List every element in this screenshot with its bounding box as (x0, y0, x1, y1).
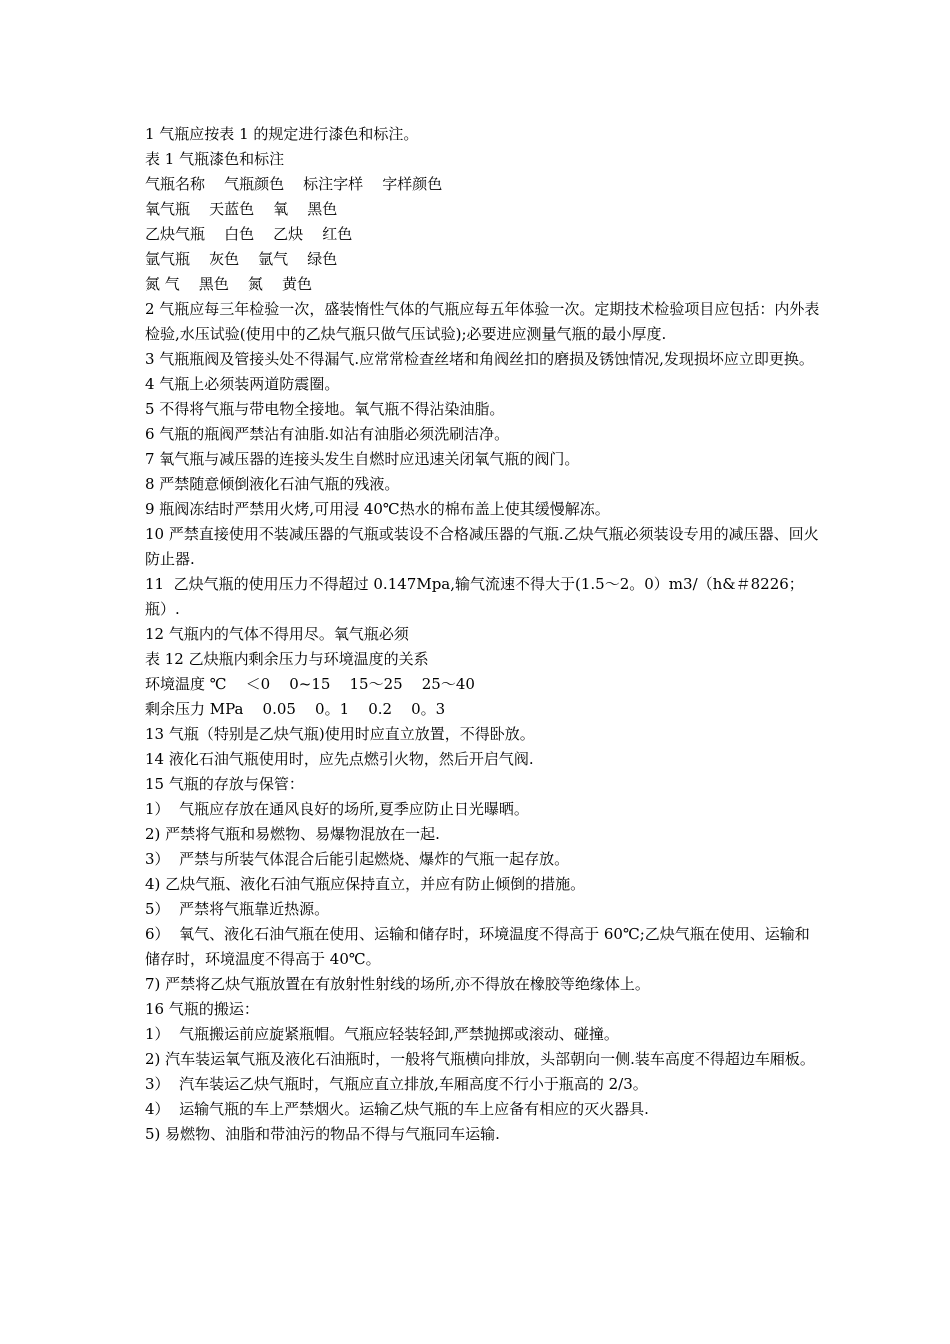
table-title: 表 12 乙炔瓶内剩余压力与环境温度的关系 (145, 650, 429, 668)
paragraph: 10 严禁直接使用不装减压器的气瓶或装设不合格减压器的气瓶.乙炔气瓶必须装设专用的减压器、回火防止器. (145, 525, 819, 568)
table-row: 氩气瓶 灰色 氩气 绿色 (145, 250, 338, 268)
list-item: 2) 汽车装运氧气瓶及液化石油瓶时，一般将气瓶横向排放，头部朝向一侧.装车高度不得超边车厢板。 (145, 1050, 815, 1068)
paragraph: 9 瓶阀冻结时严禁用火烤,可用浸 40℃热水的棉布盖上使其缓慢解冻。 (145, 500, 610, 518)
paragraph: 8 严禁随意倾倒液化石油气瓶的残液。 (145, 475, 400, 493)
table-row: 乙炔气瓶 白色 乙炔 红色 (145, 225, 353, 243)
list-item: 4) 乙炔气瓶、液化石油气瓶应保持直立，并应有防止倾倒的措施。 (145, 875, 586, 893)
table-row: 氮 气 黑色 氮 黄色 (145, 275, 312, 293)
table-row: 气瓶名称 气瓶颜色 标注字样 字样颜色 (145, 175, 443, 193)
paragraph: 11 乙炔气瓶的使用压力不得超过 0.147Mpa,输气流速不得大于(1.5～2。0）m3/（h&＃8226；瓶）. (145, 575, 804, 618)
paragraph: 1 气瓶应按表 1 的规定进行漆色和标注。 (145, 125, 419, 143)
table-row: 氧气瓶 天蓝色 氧 黑色 (145, 200, 338, 218)
section-heading: 15 气瓶的存放与保管： (145, 775, 304, 793)
list-item: 1） 气瓶搬运前应旋紧瓶帽。气瓶应轻装轻卸,严禁抛掷或滚动、碰撞。 (145, 1025, 619, 1043)
paragraph: 5 不得将气瓶与带电物全接地。氧气瓶不得沾染油脂。 (145, 400, 505, 418)
list-item: 7) 严禁将乙炔气瓶放置在有放射性射线的场所,亦不得放在橡胶等绝缘体上。 (145, 975, 650, 993)
paragraph: 12 气瓶内的气体不得用尽。氧气瓶必须 (145, 625, 409, 643)
paragraph: 3 气瓶瓶阀及管接头处不得漏气.应常常检查丝堵和角阀丝扣的磨损及锈蚀情况,发现损坏应立即更换。 (145, 350, 814, 368)
section-heading: 16 气瓶的搬运： (145, 1000, 259, 1018)
list-item: 5） 严禁将气瓶靠近热源。 (145, 900, 330, 918)
list-item: 4） 运输气瓶的车上严禁烟火。运输乙炔气瓶的车上应备有相应的灭火器具. (145, 1100, 649, 1118)
document-body (145, 122, 820, 1147)
paragraph: 6 气瓶的瓶阀严禁沾有油脂.如沾有油脂必须洗刷洁净。 (145, 425, 510, 443)
list-item: 6） 氧气、液化石油气瓶在使用、运输和储存时，环境温度不得高于 60℃;乙炔气瓶在使用、运输和储存时，环境温度不得高于 40℃。 (145, 925, 810, 968)
table-title: 表 1 气瓶漆色和标注 (145, 150, 285, 168)
paragraph: 2 气瓶应每三年检验一次，盛装惰性气体的气瓶应每五年体验一次。定期技术检验项目应包括：内外表检验,水压试验(使用中的乙炔气瓶只做气压试验);必要进应测量气瓶的最小厚度. (145, 300, 820, 343)
paragraph: 13 气瓶（特别是乙炔气瓶)使用时应直立放置，不得卧放。 (145, 725, 535, 743)
list-item: 3） 严禁与所装气体混合后能引起燃烧、爆炸的气瓶一起存放。 (145, 850, 570, 868)
paragraph: 7 氧气瓶与减压器的连接头发生自燃时应迅速关闭氧气瓶的阀门。 (145, 450, 580, 468)
paragraph: 4 气瓶上必须装两道防震圈。 (145, 375, 340, 393)
list-item: 5) 易燃物、油脂和带油污的物品不得与气瓶同车运输. (145, 1125, 500, 1143)
paragraph: 14 液化石油气瓶使用时，应先点燃引火物，然后开启气阀. (145, 750, 534, 768)
table-row: 环境温度 ℃ ＜0 0~15 15～25 25～40 (145, 675, 475, 693)
list-item: 1） 气瓶应存放在通风良好的场所,夏季应防止日光曝晒。 (145, 800, 529, 818)
list-item: 2) 严禁将气瓶和易燃物、易爆物混放在一起. (145, 825, 440, 843)
list-item: 3） 汽车装运乙炔气瓶时，气瓶应直立排放,车厢高度不行小于瓶高的 2/3。 (145, 1075, 648, 1093)
table-row: 剩余压力 MPa 0.05 0。1 0.2 0。3 (145, 700, 446, 718)
